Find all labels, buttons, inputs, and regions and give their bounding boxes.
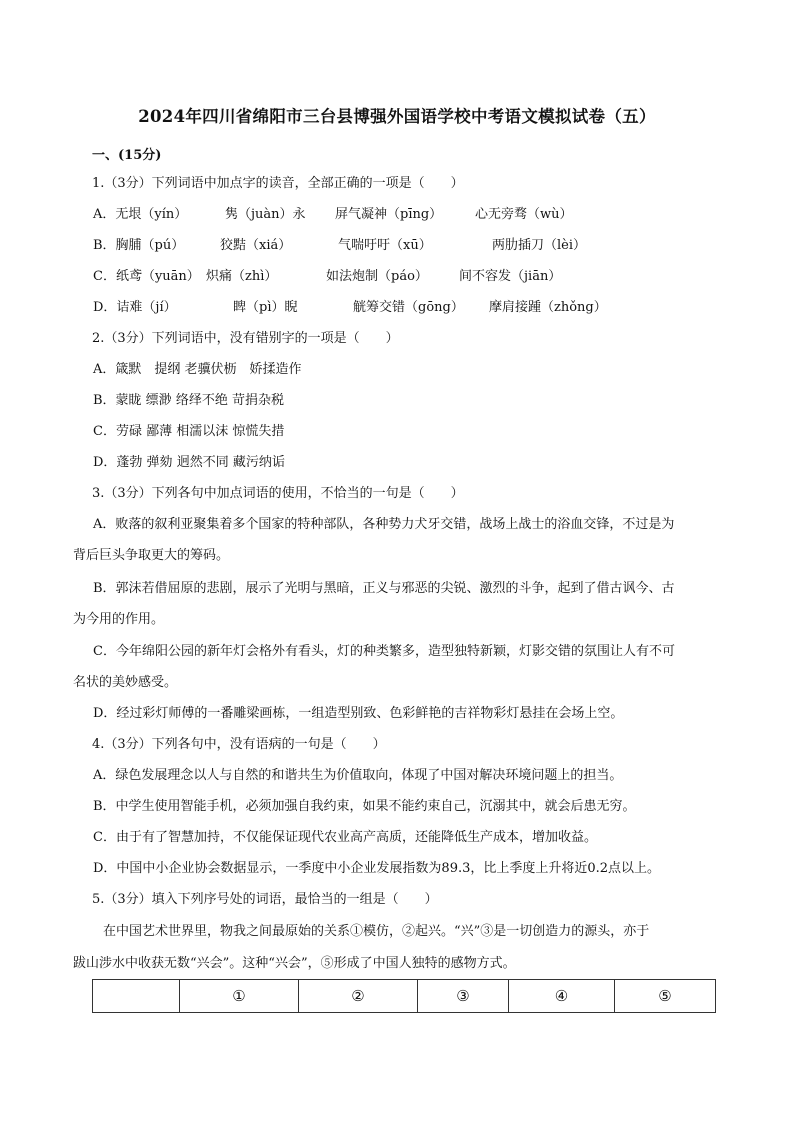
question-1-option-c[interactable] (93, 268, 561, 286)
question-3-option-d[interactable]: D．经过彩灯师傅的一番雕梁画栋，一组造型别致、色彩鲜艳的吉祥物彩灯悬挂在会场上空。 (93, 706, 624, 721)
question-3-option-c-continued: 名状的美妙感受。 (73, 675, 178, 690)
question-3-stem: 3.（3分）下列各句中加点词语的使用，不恰当的一句是（ ） (92, 486, 464, 501)
question-5-passage-line-1: 在中国艺术世界里，物我之间最原始的关系①模仿，②起兴。“兴”③是一切创造力的源头，亦于 (103, 924, 650, 939)
table-header-3: ③ (418, 980, 509, 1013)
option-part: 觥筹交错（gōng） (353, 300, 464, 315)
option-part: 摩肩接踵（zhǒng） (489, 300, 607, 315)
question-3-option-a[interactable]: A．败落的叙利亚聚集着多个国家的特种部队，各种势力犬牙交错，战场上战士的浴血交锋，不过是为 (93, 517, 675, 532)
question-4-option-a[interactable]: A．绿色发展理念以人与自然的和谐共生为价值取向，体现了中国对解决环境问题上的担当。 (93, 768, 623, 783)
option-part: 气喘吁吁（xū） (338, 238, 432, 253)
question-1-option-b[interactable] (93, 237, 586, 255)
option-part: 睥（pì）睨 (233, 300, 298, 315)
option-part: 如法炮制（páo） (326, 269, 428, 284)
table-header-2: ② (299, 980, 418, 1013)
question-4-option-b[interactable]: B．中学生使用智能手机，必须加强自我约束，如果不能约束自己，沉溺其中，就会后患无穷。 (93, 799, 636, 814)
question-1-option-a[interactable] (93, 206, 573, 224)
question-5-passage-line-2: 跋山涉水中收获无数“兴会”。这种“兴会”，⑤形成了中国人独特的感物方式。 (73, 956, 516, 971)
question-2-option-b[interactable]: B．蒙眬 缥渺 络绎不绝 苛捐杂税 (93, 393, 284, 408)
option-part: 间不容发（jiān） (459, 269, 562, 284)
option-part: A．无垠（yín） (93, 207, 188, 222)
page-title: 2024年四川省绵阳市三台县博强外国语学校中考语文模拟试卷（五） (138, 107, 656, 126)
question-2-option-d[interactable]: D．蓬勃 弹劾 迥然不同 藏污纳诟 (93, 455, 285, 470)
answer-table (92, 979, 716, 1013)
option-part: C．纸鸢（yuān） (93, 269, 200, 284)
question-1-option-d[interactable] (93, 299, 607, 317)
question-3-option-b-continued: 为今用的作用。 (73, 612, 165, 627)
question-2-option-a[interactable]: A．箴默 提纲 老骥伏枥 娇揉造作 (93, 362, 302, 377)
option-part: 狡黠（xiá） (220, 238, 292, 253)
option-part: 两肋插刀（lèi） (492, 238, 587, 253)
option-part: B．胸脯（pú） (93, 238, 185, 253)
question-4-option-c[interactable]: C．由于有了智慧加持，不仅能保证现代农业高产高质，还能降低生产成本，增加收益。 (93, 830, 597, 845)
option-part: 隽（juàn）永 (225, 207, 306, 222)
question-1-stem: 1.（3分）下列词语中加点字的读音，全部正确的一项是（ ） (92, 176, 464, 191)
question-2-stem: 2.（3分）下列词语中，没有错别字的一项是（ ） (92, 331, 399, 346)
question-5-stem: 5.（3分）填入下列序号处的词语，最恰当的一组是（ ） (92, 892, 438, 907)
question-4-option-d[interactable]: D．中国中小企业协会数据显示，一季度中小企业发展指数为89.3，比上季度上升将近0.2点以上。 (93, 861, 661, 876)
table-row (93, 980, 716, 1013)
table-header-5: ⑤ (615, 980, 716, 1013)
question-3-option-b[interactable]: B．郭沫若借屈原的悲剧，展示了光明与黑暗，正义与邪恶的尖锐、激烈的斗争，起到了借古讽今、古 (93, 581, 675, 596)
question-4-stem: 4.（3分）下列各句中，没有语病的一句是（ ） (92, 737, 386, 752)
option-part: 炽痛（zhì） (206, 269, 278, 284)
table-header-1: ① (180, 980, 299, 1013)
section-heading: 一、(15分) (92, 148, 162, 163)
table-header-4: ④ (509, 980, 615, 1013)
question-3-option-a-continued: 背后巨头争取更大的筹码。 (73, 548, 230, 563)
option-part: 心无旁骛（wù） (475, 207, 573, 222)
question-3-option-c[interactable]: C．今年绵阳公园的新年灯会格外有看头，灯的种类繁多，造型独特新颖，灯影交错的氛围让人有不可 (93, 644, 675, 659)
question-2-option-c[interactable]: C．劳碌 鄙薄 相濡以沫 惊慌失措 (93, 424, 285, 439)
table-cell-blank (93, 980, 180, 1013)
option-part: D．诘难（jí） (93, 300, 177, 315)
option-part: 屏气凝神（pīng） (335, 207, 443, 222)
